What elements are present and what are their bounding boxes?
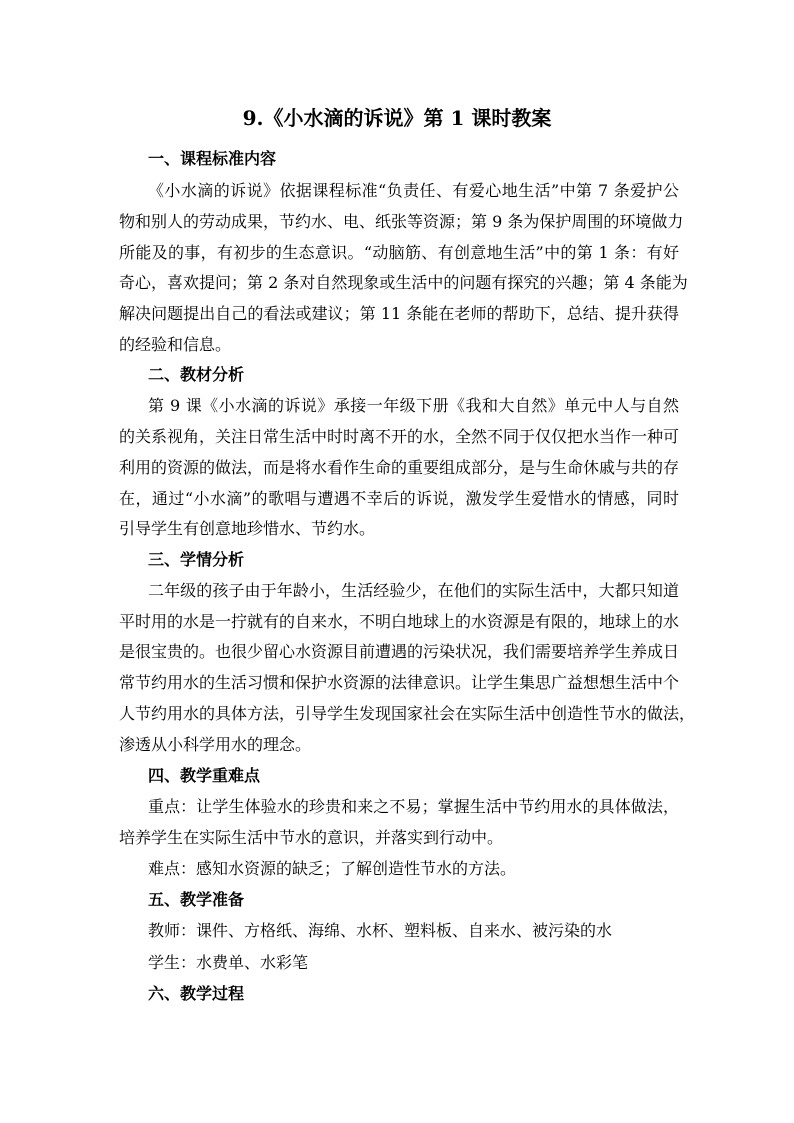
- paragraph-line: 教师：课件、方格纸、海绵、水杯、塑料板、自来水、被污染的水: [148, 921, 613, 940]
- paragraph-line: 利用的资源的做法，而是将水看作生命的重要组成部分，是与生命休戚与共的存: [119, 458, 680, 477]
- paragraph-line: 在，通过“小水滴”的歌唱与遭遇不幸后的诉说，激发学生爱惜水的情感，同时: [119, 489, 679, 508]
- paragraph-line: 奇心，喜欢提问；第 2 条对自然现象或生活中的问题有探究的兴趣；第 4 条能为: [119, 273, 688, 292]
- section-heading-textbook-analysis: 二、教材分析: [148, 365, 245, 384]
- section-heading-student-analysis: 三、学情分析: [148, 550, 245, 569]
- paragraph-line: 的关系视角，关注日常生活中时时离不开的水，全然不同于仅仅把水当作一种可: [119, 427, 680, 446]
- paragraph-line: 难点：感知水资源的缺乏；了解创造性节水的方法。: [148, 859, 517, 878]
- paragraph-line: 是很宝贵的。也很少留心水资源目前遭遇的污染状况，我们需要培养学生养成日: [119, 642, 680, 661]
- section-heading-teaching-process: 六、教学过程: [148, 984, 245, 1003]
- paragraph-line: 所能及的事，有初步的生态意识。“动脑筋、有创意地生活”中的第 1 条：有好: [119, 243, 679, 262]
- paragraph-line: 常节约用水的生活习惯和保护水资源的法律意识。让学生集思广益想想生活中个: [119, 673, 680, 692]
- paragraph-line: 平时用的水是一拧就有的自来水，不明白地球上的水资源是有限的，地球上的水: [119, 612, 680, 631]
- paragraph-line: 解决问题提出自己的看法或建议；第 11 条能在老师的帮助下，总结、提升获得: [119, 304, 679, 323]
- paragraph-line: 学生：水费单、水彩笔: [148, 953, 309, 972]
- document-title: 9.《小水滴的诉说》第 1 课时教案: [242, 106, 552, 130]
- section-heading-key-points: 四、教学重难点: [148, 766, 261, 785]
- section-heading-curriculum-standards: 一、课程标准内容: [148, 149, 277, 168]
- paragraph-line: 渗透从小科学用水的理念。: [119, 735, 312, 754]
- paragraph-line: 《小水滴的诉说》依据课程标准“负责任、有爱心地生活”中第 7 条爱护公: [148, 181, 679, 200]
- section-heading-preparation: 五、教学准备: [148, 890, 245, 909]
- paragraph-line: 第 9 课《小水滴的诉说》承接一年级下册《我和大自然》单元中人与自然: [148, 396, 679, 415]
- paragraph-line: 物和别人的劳动成果，节约水、电、纸张等资源；第 9 条为保护周围的环境做力: [119, 212, 684, 231]
- paragraph-line: 培养学生在实际生活中节水的意识，并落实到行动中。: [119, 828, 504, 847]
- paragraph-line: 的经验和信息。: [119, 335, 232, 354]
- paragraph-line: 人节约用水的具体方法，引导学生发现国家社会在实际生活中创造性节水的做法，: [119, 704, 696, 723]
- paragraph-line: 重点：让学生体验水的珍贵和来之不易；掌握生活中节约用水的具体做法，: [148, 797, 679, 816]
- paragraph-line: 引导学生有创意地珍惜水、节约水。: [119, 519, 376, 538]
- paragraph-line: 二年级的孩子由于年龄小，生活经验少，在他们的实际生活中，大都只知道: [148, 581, 679, 600]
